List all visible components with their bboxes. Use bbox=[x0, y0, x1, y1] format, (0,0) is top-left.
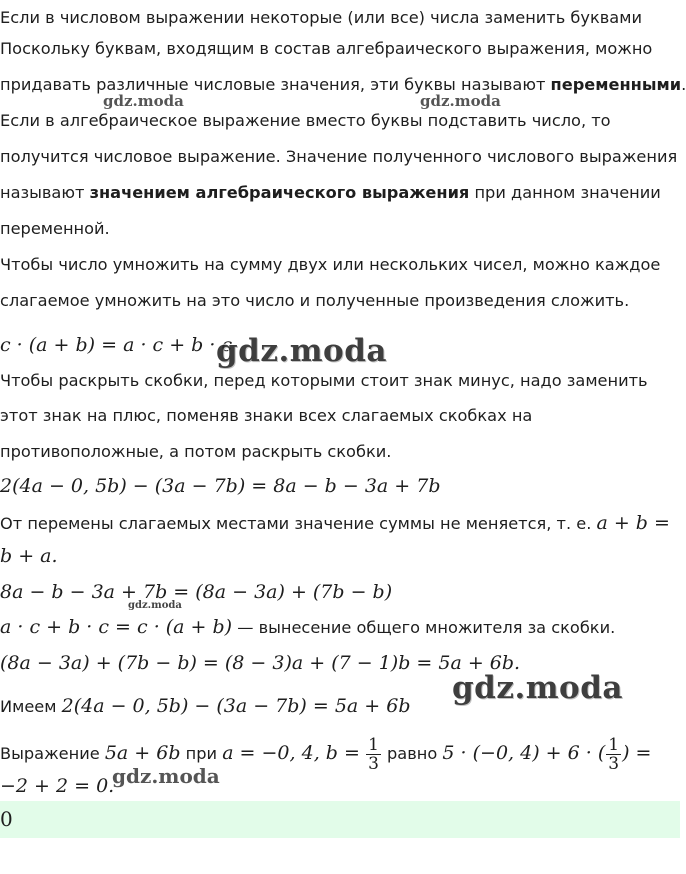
watermark-logo: gdz.moda bbox=[128, 600, 182, 611]
formula-inline: 5 · (−0, 4) + 6 · ( bbox=[442, 742, 606, 764]
text-line: противоположные, а потом раскрыть скобки. bbox=[0, 442, 392, 461]
watermark-logo: gdz.moda bbox=[420, 92, 501, 110]
answer-value: 0 bbox=[0, 807, 13, 831]
formula-simplify: (8a − 3a) + (7b − b) = (8 − 3)a + (7 − 1)b = 5a + 6b. bbox=[0, 652, 521, 674]
answer-box bbox=[0, 801, 680, 838]
formula-inline: a + b = bbox=[596, 512, 670, 534]
fraction-denominator: 3 bbox=[368, 754, 379, 774]
text-line: Чтобы число умножить на сумму двух или нескольких чисел, можно каждое bbox=[0, 255, 661, 274]
fraction bbox=[366, 736, 381, 773]
formula-inline: a = −0, 4, b = bbox=[222, 742, 360, 764]
text-line bbox=[0, 512, 670, 535]
watermark-logo: gdz.moda bbox=[103, 92, 184, 110]
text-line bbox=[0, 695, 411, 718]
formula-inline: b + a. bbox=[0, 545, 58, 567]
text-fragment: От перемены слагаемых местами значение суммы не меняется, т. е. bbox=[0, 514, 597, 533]
text-fragment: — вынесение общего множителя за скобки. bbox=[232, 618, 616, 637]
formula-common-factor: a · c + b · c = c · (a + b) bbox=[0, 616, 233, 638]
text-line: Чтобы раскрыть скобки, перед которыми стоит знак минус, надо заменить bbox=[0, 371, 648, 390]
text-line: Если в числовом выражении некоторые (или все) числа заменить буквами bbox=[0, 8, 642, 27]
text-line bbox=[0, 616, 615, 639]
formula-distributive: c · (a + b) = a · c + b · c bbox=[0, 334, 233, 356]
fraction-numerator: 1 bbox=[608, 735, 620, 755]
fraction-numerator: 1 bbox=[368, 735, 379, 755]
text-line bbox=[0, 736, 651, 773]
text-fragment: Выражение bbox=[0, 744, 105, 763]
text-fragment: при bbox=[180, 744, 223, 763]
text-fragment: при данном значении bbox=[469, 183, 661, 202]
formula-brackets: 2(4a − 0, 5b) − (3a − 7b) = 8a − b − 3a + 7b bbox=[0, 475, 441, 497]
term-expression-value: значением алгебраического выражения bbox=[89, 183, 470, 202]
formula-inline: 5a + 6b bbox=[104, 742, 181, 764]
text-fragment: Имеем bbox=[0, 697, 62, 716]
text-line: Если в алгебраическое выражение вместо буквы подставить число, то bbox=[0, 111, 611, 130]
text-line: переменной. bbox=[0, 219, 110, 238]
text-line: слагаемое умножить на это число и полученные произведения сложить. bbox=[0, 291, 630, 310]
text-line bbox=[0, 182, 661, 204]
fraction bbox=[606, 736, 621, 773]
text-line: получится числовое выражение. Значение полученного числового выражения bbox=[0, 147, 678, 166]
formula-final: −2 + 2 = 0. bbox=[0, 775, 115, 797]
fraction-denominator: 3 bbox=[608, 754, 620, 774]
formula-result: 2(4a − 0, 5b) − (3a − 7b) = 5a + 6b bbox=[61, 695, 411, 717]
text-line: Поскольку буквам, входящим в состав алгебраического выражения, можно bbox=[0, 39, 653, 58]
text-fragment: придавать различные числовые значения, эти буквы называют bbox=[0, 75, 551, 94]
text-fragment: называют bbox=[0, 183, 90, 202]
formula-inline: ) = bbox=[622, 742, 652, 764]
watermark-logo: gdz.moda bbox=[112, 764, 220, 788]
text-line: этот знак на плюс, поменяв знаки всех слагаемых скобках на bbox=[0, 406, 533, 425]
text-fragment: равно bbox=[381, 744, 443, 763]
watermark-logo: gdz.moda bbox=[216, 333, 387, 369]
term-variables: переменными bbox=[550, 75, 682, 94]
text-fragment: . bbox=[681, 75, 686, 94]
watermark-logo: gdz.moda bbox=[452, 670, 623, 706]
formula-grouping: 8a − b − 3a + 7b = (8a − 3a) + (7b − b) bbox=[0, 581, 393, 603]
